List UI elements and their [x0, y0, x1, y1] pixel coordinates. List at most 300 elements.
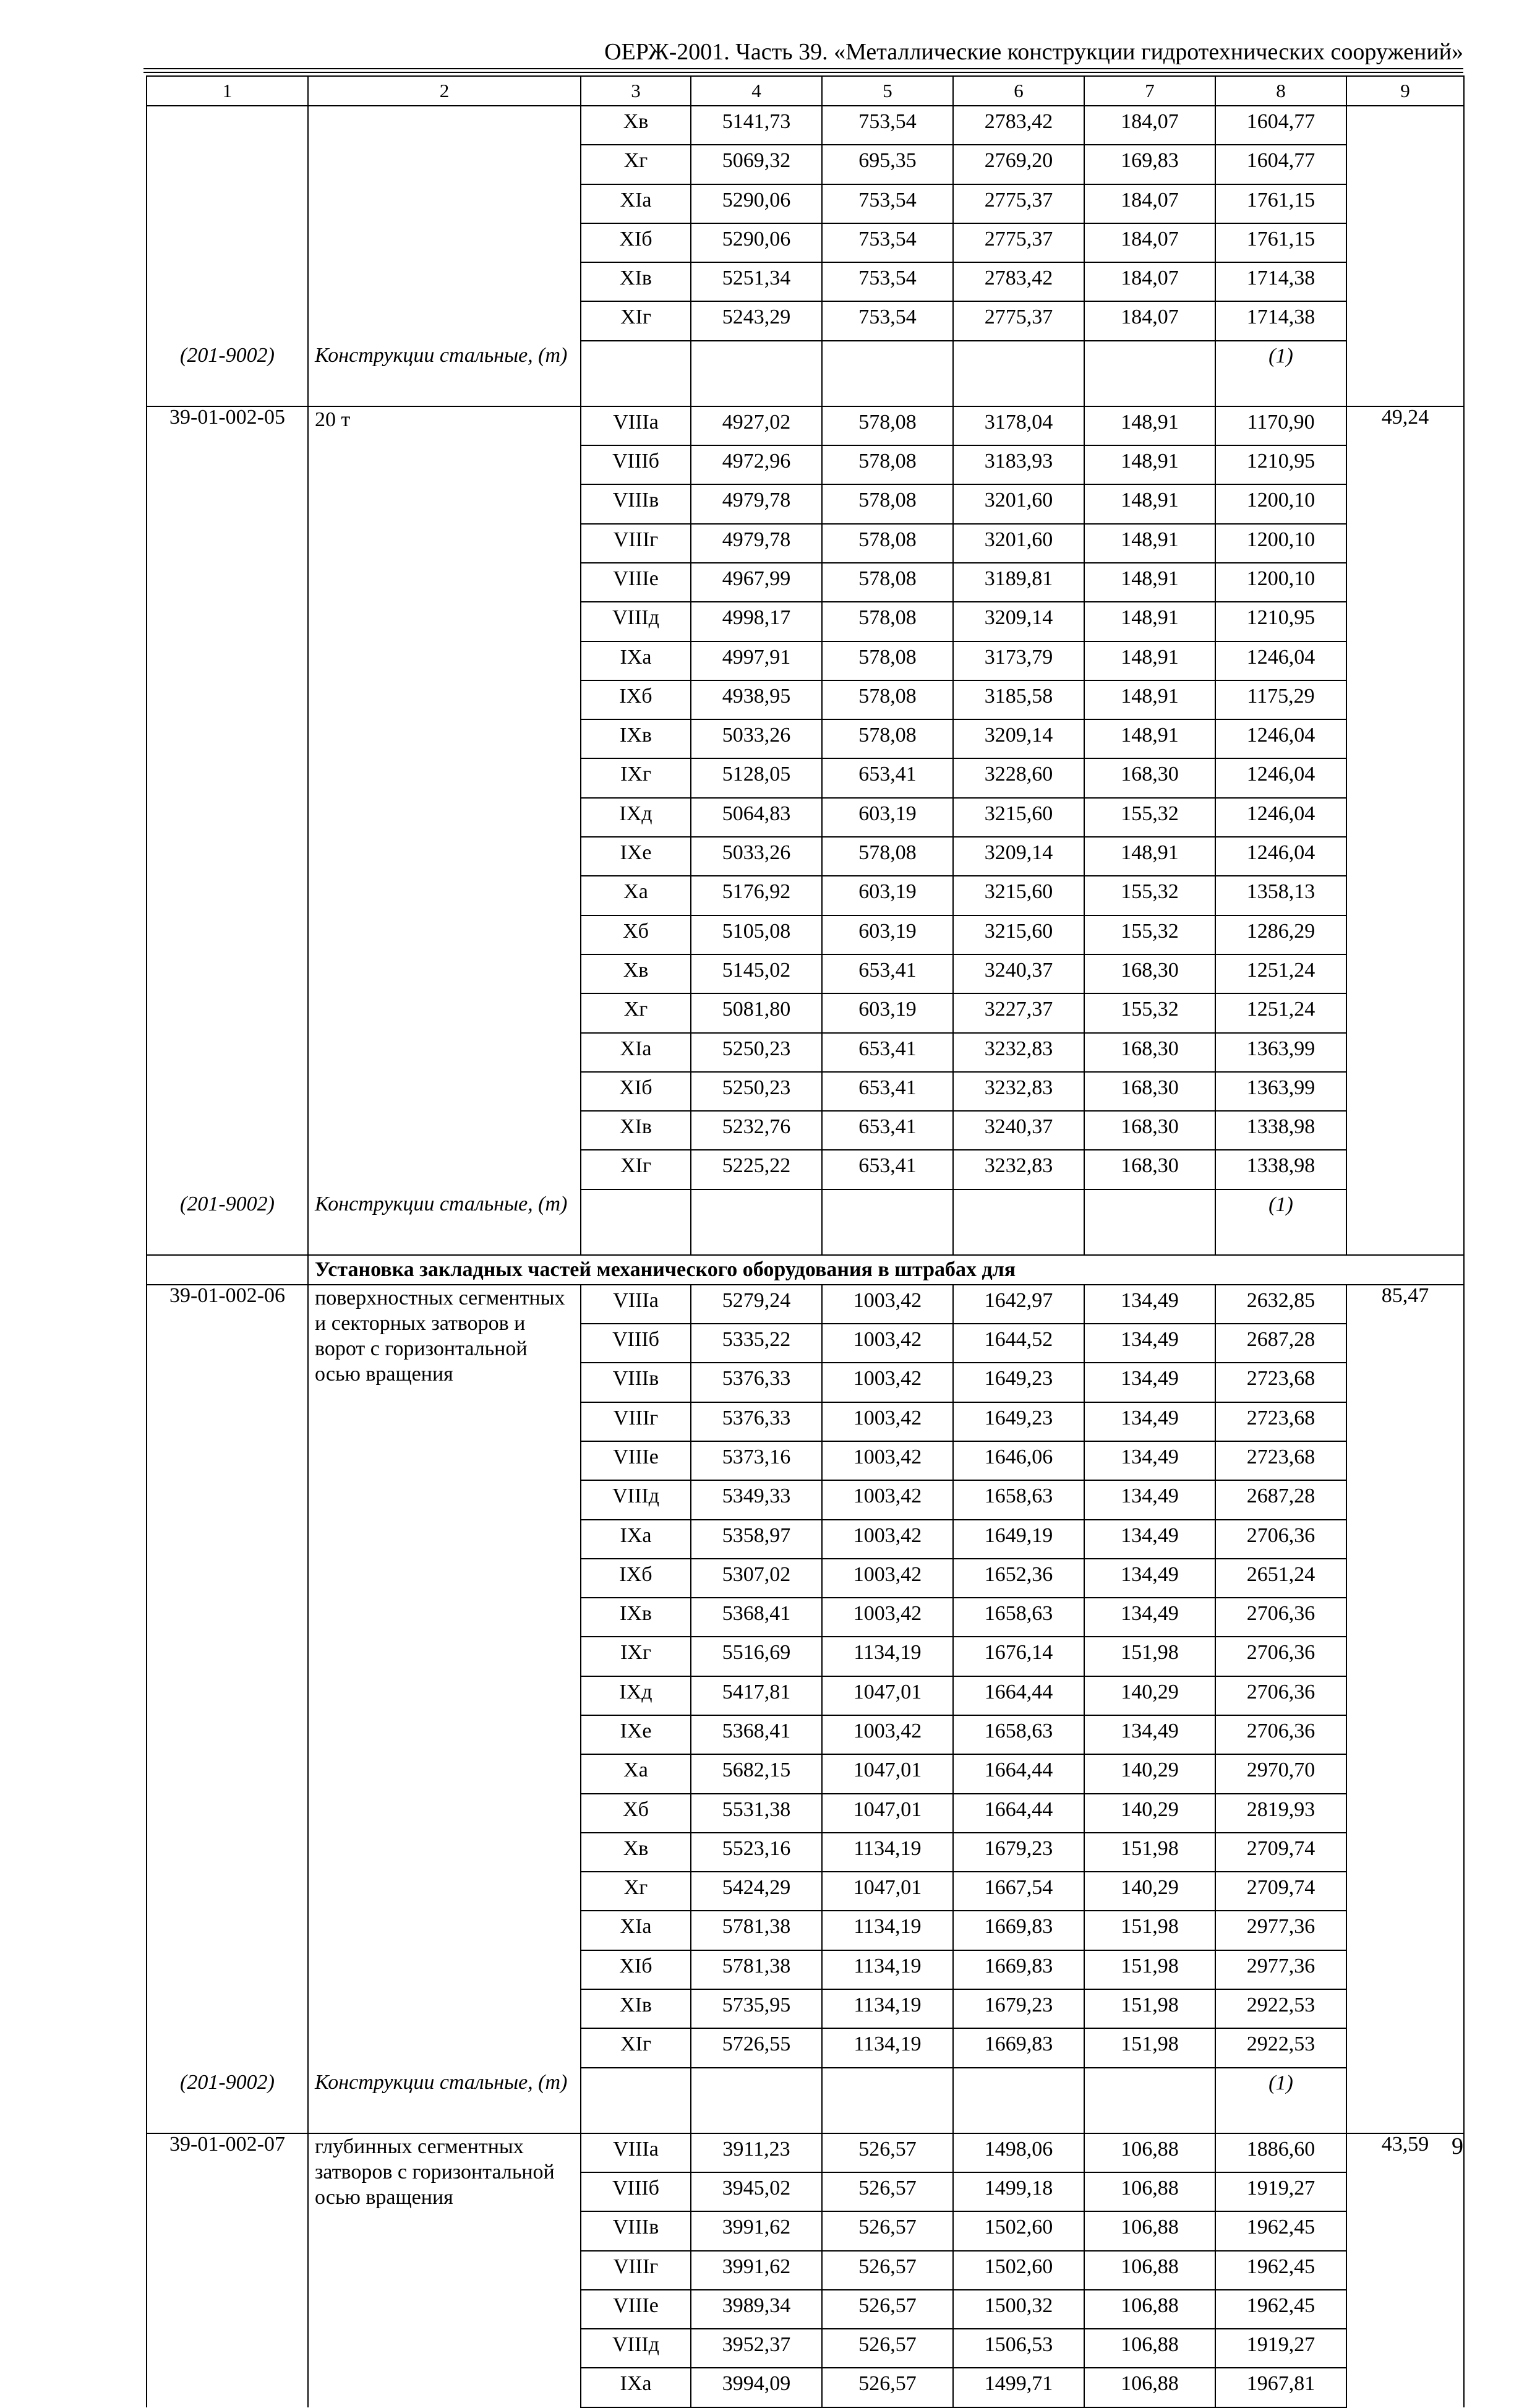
value-cell: 2977,36	[1215, 1911, 1346, 1950]
zone-cell: ХIв	[581, 262, 691, 301]
value-cell: 578,08	[822, 680, 953, 719]
value-cell: 168,30	[1084, 954, 1215, 993]
value-cell: 3952,37	[691, 2329, 822, 2368]
value-cell: 1134,19	[822, 1950, 953, 1989]
value-cell: 5128,05	[691, 758, 822, 797]
value-cell: 1644,52	[953, 1324, 1084, 1363]
value-cell: 148,91	[1084, 406, 1215, 445]
value-cell: 3201,60	[953, 484, 1084, 523]
value-cell: 5349,33	[691, 1480, 822, 1519]
value-cell: 1962,45	[1215, 2251, 1346, 2290]
value-cell: 1967,81	[1215, 2368, 1346, 2407]
value-cell: 1363,99	[1215, 1033, 1346, 1072]
value-cell: 3240,37	[953, 1111, 1084, 1150]
value-cell: 169,83	[1084, 145, 1215, 184]
value-cell: 2687,28	[1215, 1324, 1346, 1363]
header-rule	[143, 68, 1463, 69]
empty-cell	[1084, 341, 1215, 406]
value-cell: 5516,69	[691, 1637, 822, 1676]
value-cell: 134,49	[1084, 1559, 1215, 1598]
column-header: 7	[1084, 76, 1215, 106]
value-cell: 5376,33	[691, 1402, 822, 1441]
value-cell: 5781,38	[691, 1950, 822, 1989]
value-cell: 140,29	[1084, 1872, 1215, 1911]
value-cell: 106,88	[1084, 2172, 1215, 2211]
value-cell: 1200,10	[1215, 524, 1346, 563]
value-cell: 168,30	[1084, 758, 1215, 797]
value-cell: 1047,01	[822, 1754, 953, 1793]
value-cell: 1358,13	[1215, 876, 1346, 915]
value-cell: 3228,60	[953, 758, 1084, 797]
running-header: ОЕРЖ-2001. Часть 39. «Металлические конструкции гидротехнических сооружений»	[604, 39, 1463, 65]
value-cell: 1962,45	[1215, 2211, 1346, 2250]
value-cell: 5250,23	[691, 1072, 822, 1111]
value-cell: 4972,96	[691, 445, 822, 484]
value-cell: 168,30	[1084, 1072, 1215, 1111]
value-cell: 1246,04	[1215, 837, 1346, 876]
zone-cell: VIIIг	[581, 2251, 691, 2290]
zone-cell: VIIIа	[581, 2133, 691, 2172]
empty-cell	[822, 341, 953, 406]
zone-cell: Хг	[581, 993, 691, 1032]
zone-cell: IХв	[581, 719, 691, 758]
rate-name	[308, 106, 581, 341]
resource-row	[147, 1189, 1464, 1255]
resource-code: (201-9002)	[147, 1189, 308, 1255]
value-cell: 151,98	[1084, 1989, 1215, 2028]
zone-cell: VIIIв	[581, 484, 691, 523]
value-cell: 3911,23	[691, 2133, 822, 2172]
value-cell: 526,57	[822, 2172, 953, 2211]
value-cell: 2922,53	[1215, 1989, 1346, 2028]
value-cell: 2775,37	[953, 184, 1084, 223]
zone-cell: ХIа	[581, 184, 691, 223]
value-cell: 5424,29	[691, 1872, 822, 1911]
value-cell: 148,91	[1084, 445, 1215, 484]
value-cell: 148,91	[1084, 524, 1215, 563]
zone-cell: IХг	[581, 1637, 691, 1676]
zone-cell: IХа	[581, 641, 691, 680]
value-cell: 1246,04	[1215, 641, 1346, 680]
zone-cell: ХIг	[581, 301, 691, 340]
value-cell: 4998,17	[691, 602, 822, 641]
zone-cell: VIIIв	[581, 2211, 691, 2250]
value-cell: 184,07	[1084, 223, 1215, 262]
zone-cell: ХIв	[581, 1989, 691, 2028]
value-cell: 1658,63	[953, 1715, 1084, 1754]
rate-code	[147, 106, 308, 341]
value-cell: 578,08	[822, 837, 953, 876]
value-cell: 1669,83	[953, 1950, 1084, 1989]
value-cell: 4967,99	[691, 563, 822, 602]
empty-cell	[953, 2068, 1084, 2133]
value-cell: 3215,60	[953, 798, 1084, 837]
value-cell: 134,49	[1084, 1363, 1215, 1402]
column-header: 2	[308, 76, 581, 106]
empty-cell	[581, 2068, 691, 2133]
column-header: 3	[581, 76, 691, 106]
page-number: 9	[1452, 2133, 1463, 2159]
value-cell: 2706,36	[1215, 1715, 1346, 1754]
value-cell: 2769,20	[953, 145, 1084, 184]
resource-code: (201-9002)	[147, 2068, 308, 2133]
value-cell: 3209,14	[953, 602, 1084, 641]
value-cell: 2723,68	[1215, 1441, 1346, 1480]
zone-cell: ХIа	[581, 1033, 691, 1072]
value-cell: 1669,83	[953, 1911, 1084, 1950]
value-cell: 5682,15	[691, 1754, 822, 1793]
value-cell: 2706,36	[1215, 1676, 1346, 1715]
value-cell: 106,88	[1084, 2133, 1215, 2172]
value-cell: 653,41	[822, 1150, 953, 1189]
value-cell: 1761,15	[1215, 223, 1346, 262]
value-cell: 3994,09	[691, 2368, 822, 2407]
zone-cell: IХе	[581, 837, 691, 876]
value-cell: 5064,83	[691, 798, 822, 837]
value-cell: 3227,37	[953, 993, 1084, 1032]
value-cell: 5376,33	[691, 1363, 822, 1402]
column-header: 8	[1215, 76, 1346, 106]
table-body	[147, 76, 1464, 2407]
zone-cell: IХд	[581, 1676, 691, 1715]
column-header: 6	[953, 76, 1084, 106]
empty-cell	[1084, 2068, 1215, 2133]
value-cell: 2632,85	[1215, 1285, 1346, 1324]
zone-cell: VIIIд	[581, 602, 691, 641]
empty-cell	[691, 341, 822, 406]
resource-name: Конструкции стальные, (т)	[308, 341, 581, 406]
empty-cell	[953, 1189, 1084, 1255]
zone-cell: VIIIб	[581, 445, 691, 484]
value-cell: 1667,54	[953, 1872, 1084, 1911]
value-cell: 5523,16	[691, 1833, 822, 1872]
value-cell: 3189,81	[953, 563, 1084, 602]
empty-cell	[581, 1189, 691, 1255]
zone-cell: Хг	[581, 1872, 691, 1911]
value-cell: 1500,32	[953, 2290, 1084, 2329]
value-cell: 134,49	[1084, 1520, 1215, 1559]
value-cell: 1286,29	[1215, 915, 1346, 954]
value-cell: 1649,19	[953, 1520, 1084, 1559]
column-header-row	[147, 76, 1464, 106]
value-cell: 653,41	[822, 954, 953, 993]
value-cell: 1246,04	[1215, 719, 1346, 758]
value-cell: 106,88	[1084, 2290, 1215, 2329]
value-cell: 526,57	[822, 2251, 953, 2290]
zone-cell: VIIIе	[581, 563, 691, 602]
value-cell: 1646,06	[953, 1441, 1084, 1480]
value-cell: 1363,99	[1215, 1072, 1346, 1111]
value-cell: 1003,42	[822, 1480, 953, 1519]
value-cell: 1506,53	[953, 2329, 1084, 2368]
value-cell: 653,41	[822, 1033, 953, 1072]
value-cell: 155,32	[1084, 915, 1215, 954]
value-cell: 1003,42	[822, 1363, 953, 1402]
zone-cell: IХа	[581, 1520, 691, 1559]
zone-cell: IХб	[581, 680, 691, 719]
value-cell: 1669,83	[953, 2028, 1084, 2067]
value-cell: 1003,42	[822, 1441, 953, 1480]
zone-cell: IХд	[581, 798, 691, 837]
value-cell: 184,07	[1084, 184, 1215, 223]
value-cell: 578,08	[822, 602, 953, 641]
value-cell: 2709,74	[1215, 1872, 1346, 1911]
value-cell: 1338,98	[1215, 1150, 1346, 1189]
value-cell: 653,41	[822, 1111, 953, 1150]
value-cell: 2651,24	[1215, 1559, 1346, 1598]
value-cell: 3991,62	[691, 2211, 822, 2250]
value-cell: 168,30	[1084, 1111, 1215, 1150]
value-cell: 1047,01	[822, 1676, 953, 1715]
value-cell: 140,29	[1084, 1676, 1215, 1715]
rate-code: 39-01-002-06	[147, 1285, 308, 2068]
value-cell: 3209,14	[953, 837, 1084, 876]
section-title-row	[147, 1255, 1464, 1285]
value-cell: 3215,60	[953, 876, 1084, 915]
value-cell: 5225,22	[691, 1150, 822, 1189]
value-cell: 526,57	[822, 2211, 953, 2250]
value-cell: 1679,23	[953, 1833, 1084, 1872]
value-cell: 2775,37	[953, 223, 1084, 262]
material-price	[1346, 106, 1464, 406]
value-cell: 140,29	[1084, 1754, 1215, 1793]
value-cell: 5145,02	[691, 954, 822, 993]
value-cell: 148,91	[1084, 602, 1215, 641]
zone-cell: IХе	[581, 1715, 691, 1754]
value-cell: 5781,38	[691, 1911, 822, 1950]
value-cell: 1919,27	[1215, 2172, 1346, 2211]
value-cell: 2723,68	[1215, 1402, 1346, 1441]
zone-cell: IХв	[581, 1598, 691, 1637]
table-row	[147, 1285, 1464, 1324]
value-cell: 3991,62	[691, 2251, 822, 2290]
value-cell: 168,30	[1084, 1033, 1215, 1072]
column-header: 4	[691, 76, 822, 106]
value-cell: 5290,06	[691, 184, 822, 223]
value-cell: 3178,04	[953, 406, 1084, 445]
value-cell: 3945,02	[691, 2172, 822, 2211]
value-cell: 134,49	[1084, 1441, 1215, 1480]
value-cell: 2687,28	[1215, 1480, 1346, 1519]
value-cell: 603,19	[822, 876, 953, 915]
value-cell: 578,08	[822, 524, 953, 563]
value-cell: 155,32	[1084, 993, 1215, 1032]
rate-name: 20 т	[308, 406, 581, 1189]
value-cell: 151,98	[1084, 1950, 1215, 1989]
zone-cell: VIIIд	[581, 2329, 691, 2368]
value-cell: 1170,90	[1215, 406, 1346, 445]
empty-cell	[822, 2068, 953, 2133]
resource-row	[147, 341, 1464, 406]
value-cell: 1003,42	[822, 1285, 953, 1324]
value-cell: 134,49	[1084, 1715, 1215, 1754]
value-cell: 1664,44	[953, 1794, 1084, 1833]
zone-cell: Хг	[581, 145, 691, 184]
value-cell: 5368,41	[691, 1715, 822, 1754]
value-cell: 1210,95	[1215, 602, 1346, 641]
value-cell: 3232,83	[953, 1072, 1084, 1111]
section-title: Установка закладных частей механического оборудования в штрабах для	[308, 1255, 1464, 1285]
value-cell: 1134,19	[822, 1637, 953, 1676]
value-cell: 578,08	[822, 445, 953, 484]
section-spacer	[147, 1255, 308, 1285]
zone-cell: VIIIа	[581, 1285, 691, 1324]
zone-cell: Хв	[581, 954, 691, 993]
value-cell: 155,32	[1084, 798, 1215, 837]
value-cell: 526,57	[822, 2329, 953, 2368]
resource-qty: (1)	[1215, 1189, 1346, 1255]
rate-name: глубинных сегментных затворов с горизонтальной осью вращения	[308, 2133, 581, 2407]
value-cell: 1761,15	[1215, 184, 1346, 223]
value-cell: 5251,34	[691, 262, 822, 301]
value-cell: 1649,23	[953, 1363, 1084, 1402]
value-cell: 1251,24	[1215, 993, 1346, 1032]
zone-cell: VIIIб	[581, 2172, 691, 2211]
zone-cell: VIIIб	[581, 1324, 691, 1363]
value-cell: 3183,93	[953, 445, 1084, 484]
value-cell: 1676,14	[953, 1637, 1084, 1676]
value-cell: 603,19	[822, 993, 953, 1032]
value-cell: 1175,29	[1215, 680, 1346, 719]
value-cell: 1679,23	[953, 1989, 1084, 2028]
value-cell: 5358,97	[691, 1520, 822, 1559]
value-cell: 603,19	[822, 798, 953, 837]
value-cell: 184,07	[1084, 301, 1215, 340]
table-row	[147, 2133, 1464, 2172]
material-price: 43,59	[1346, 2133, 1464, 2407]
value-cell: 1498,06	[953, 2133, 1084, 2172]
value-cell: 5307,02	[691, 1559, 822, 1598]
zone-cell: VIIIв	[581, 1363, 691, 1402]
resource-row	[147, 2068, 1464, 2133]
value-cell: 148,91	[1084, 680, 1215, 719]
zone-cell: Ха	[581, 876, 691, 915]
resource-code: (201-9002)	[147, 341, 308, 406]
value-cell: 5069,32	[691, 145, 822, 184]
value-cell: 1664,44	[953, 1754, 1084, 1793]
value-cell: 1134,19	[822, 1911, 953, 1950]
value-cell: 3173,79	[953, 641, 1084, 680]
value-cell: 5279,24	[691, 1285, 822, 1324]
value-cell: 1338,98	[1215, 1111, 1346, 1150]
value-cell: 1134,19	[822, 2028, 953, 2067]
value-cell: 5368,41	[691, 1598, 822, 1637]
value-cell: 1134,19	[822, 1989, 953, 2028]
value-cell: 3240,37	[953, 954, 1084, 993]
value-cell: 1003,42	[822, 1559, 953, 1598]
zone-cell: ХIа	[581, 1911, 691, 1950]
empty-cell	[581, 341, 691, 406]
value-cell: 5033,26	[691, 837, 822, 876]
zone-cell: ХIб	[581, 1950, 691, 1989]
table-row	[147, 406, 1464, 445]
value-cell: 526,57	[822, 2290, 953, 2329]
rates-table	[146, 75, 1465, 2408]
value-cell: 753,54	[822, 184, 953, 223]
value-cell: 151,98	[1084, 2028, 1215, 2067]
value-cell: 753,54	[822, 106, 953, 145]
value-cell: 5232,76	[691, 1111, 822, 1150]
zone-cell: Хб	[581, 1794, 691, 1833]
value-cell: 2783,42	[953, 106, 1084, 145]
value-cell: 2706,36	[1215, 1637, 1346, 1676]
value-cell: 2970,70	[1215, 1754, 1346, 1793]
value-cell: 1003,42	[822, 1598, 953, 1637]
value-cell: 1246,04	[1215, 798, 1346, 837]
value-cell: 5141,73	[691, 106, 822, 145]
value-cell: 1962,45	[1215, 2290, 1346, 2329]
value-cell: 2706,36	[1215, 1598, 1346, 1637]
value-cell: 148,91	[1084, 641, 1215, 680]
value-cell: 1251,24	[1215, 954, 1346, 993]
header-rule	[143, 72, 1463, 73]
value-cell: 5290,06	[691, 223, 822, 262]
value-cell: 603,19	[822, 915, 953, 954]
value-cell: 753,54	[822, 301, 953, 340]
zone-cell: ХIг	[581, 2028, 691, 2067]
value-cell: 134,49	[1084, 1402, 1215, 1441]
value-cell: 4979,78	[691, 524, 822, 563]
value-cell: 2706,36	[1215, 1520, 1346, 1559]
value-cell: 5335,22	[691, 1324, 822, 1363]
value-cell: 148,91	[1084, 484, 1215, 523]
value-cell: 5531,38	[691, 1794, 822, 1833]
value-cell: 1502,60	[953, 2251, 1084, 2290]
zone-cell: Хб	[581, 915, 691, 954]
value-cell: 695,35	[822, 145, 953, 184]
zone-cell: VIIIг	[581, 1402, 691, 1441]
value-cell: 134,49	[1084, 1285, 1215, 1324]
zone-cell: VIIIе	[581, 2290, 691, 2329]
value-cell: 106,88	[1084, 2251, 1215, 2290]
value-cell: 5417,81	[691, 1676, 822, 1715]
value-cell: 1502,60	[953, 2211, 1084, 2250]
value-cell: 5081,80	[691, 993, 822, 1032]
value-cell: 1200,10	[1215, 484, 1346, 523]
value-cell: 5726,55	[691, 2028, 822, 2067]
column-header: 9	[1346, 76, 1464, 106]
zone-cell: Хв	[581, 106, 691, 145]
value-cell: 106,88	[1084, 2211, 1215, 2250]
empty-cell	[1084, 1189, 1215, 1255]
value-cell: 134,49	[1084, 1480, 1215, 1519]
value-cell: 3232,83	[953, 1150, 1084, 1189]
value-cell: 1714,38	[1215, 301, 1346, 340]
zone-cell: ХIб	[581, 1072, 691, 1111]
value-cell: 151,98	[1084, 1833, 1215, 1872]
empty-cell	[691, 1189, 822, 1255]
zone-cell: VIIIг	[581, 524, 691, 563]
value-cell: 1919,27	[1215, 2329, 1346, 2368]
value-cell: 1714,38	[1215, 262, 1346, 301]
value-cell: 5033,26	[691, 719, 822, 758]
value-cell: 1047,01	[822, 1872, 953, 1911]
value-cell: 184,07	[1084, 106, 1215, 145]
empty-cell	[822, 1189, 953, 1255]
zone-cell: Хв	[581, 1833, 691, 1872]
value-cell: 1246,04	[1215, 758, 1346, 797]
value-cell: 578,08	[822, 406, 953, 445]
value-cell: 3989,34	[691, 2290, 822, 2329]
value-cell: 2977,36	[1215, 1950, 1346, 1989]
zone-cell: IХа	[581, 2368, 691, 2407]
value-cell: 4979,78	[691, 484, 822, 523]
value-cell: 753,54	[822, 262, 953, 301]
value-cell: 4938,95	[691, 680, 822, 719]
value-cell: 1499,18	[953, 2172, 1084, 2211]
value-cell: 1642,97	[953, 1285, 1084, 1324]
zone-cell: VIIIа	[581, 406, 691, 445]
